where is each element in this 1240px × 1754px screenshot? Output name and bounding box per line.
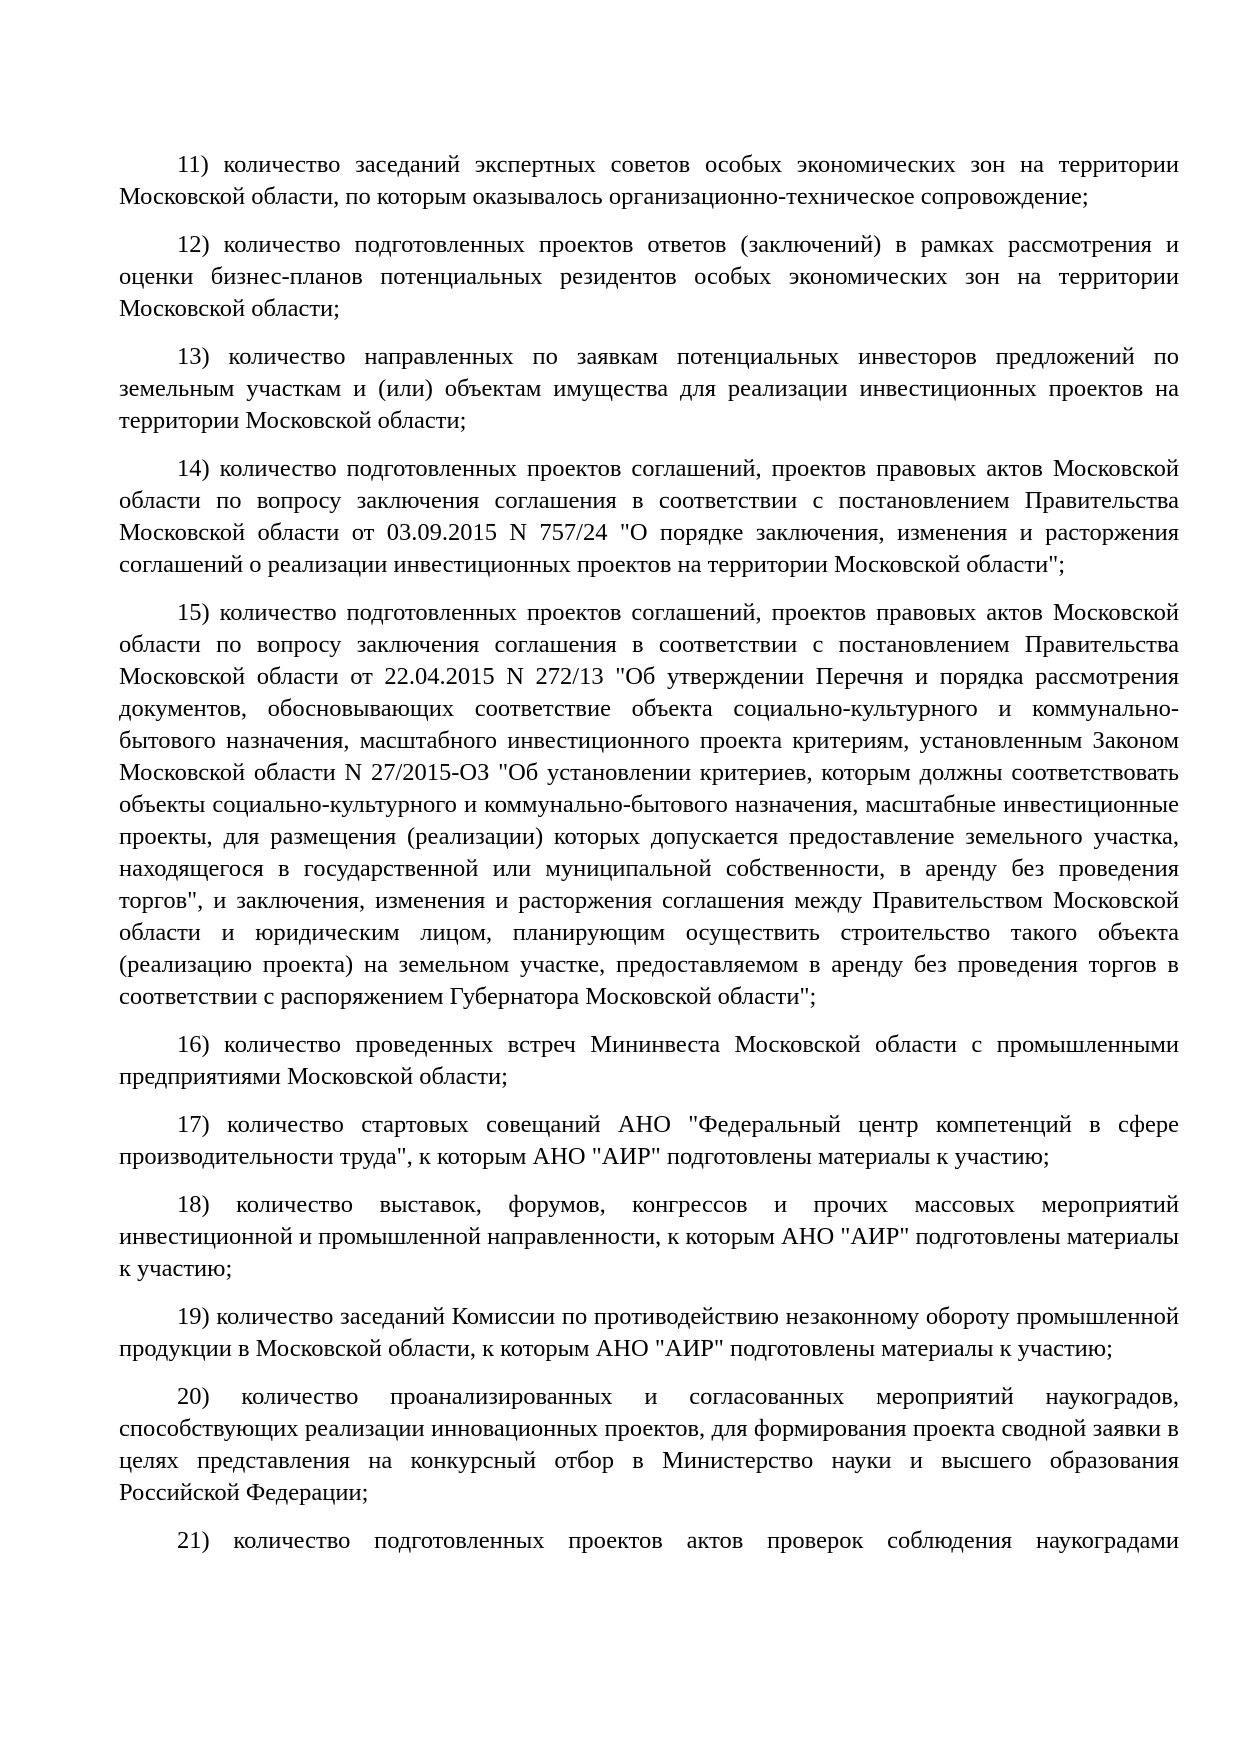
list-item-16: 16) количество проведенных встреч Мининвеста Московской области с промышленными предприятиями Московской области; xyxy=(119,1031,1179,1090)
list-item-19: 19) количество заседаний Комиссии по противодействию незаконному обороту промышленной продукции в Московской области, к которым АНО "АИР" подготовлены материалы к участию; xyxy=(119,1303,1179,1362)
list-item-12: 12) количество подготовленных проектов ответов (заключений) в рамках рассмотрения и оценки бизнес-планов потенциальных резидентов особых экономических зон на территории Московской области; xyxy=(119,231,1179,322)
document-page xyxy=(119,149,1179,1573)
list-item-15: 15) количество подготовленных проектов соглашений, проектов правовых актов Московской области по вопросу заключения соглашения в соответствии с постановлением Правительства Московской области от 22.04.2015 N 272/13 "Об утверждении Перечня и порядка рассмотрения документов, обосновывающих соответствие объекта социально-культурного и коммунально-бытового назначения, масштабного инвестиционного проекта критериям, установленным Законом Московской области N 27/2015-ОЗ "Об установлении критериев, которым должны соответствовать объекты социально-культурного и коммунально-бытового назначения, масштабные инвестиционные проекты, для размещения (реализации) которых допускается предоставление земельного участка, находящегося в государственной или муниципальной собственности, в аренду без проведения торгов", и заключения, изменения и расторжения соглашения между Правительством Московской области и юридическим лицом, планирующим осуществить строительство такого объекта (реализацию проекта) на земельном участке, предоставляемом в аренду без проведения торгов в соответствии с распоряжением Губернатора Московской области"; xyxy=(119,599,1179,1010)
list-item-18: 18) количество выставок, форумов, конгрессов и прочих массовых мероприятий инвестиционной и промышленной направленности, к которым АНО "АИР" подготовлены материалы к участию; xyxy=(119,1191,1179,1282)
list-item-14: 14) количество подготовленных проектов соглашений, проектов правовых актов Московской области по вопросу заключения соглашения в соответствии с постановлением Правительства Московской области от 03.09.2015 N 757/24 "О порядке заключения, изменения и расторжения соглашений о реализации инвестиционных проектов на территории Московской области"; xyxy=(119,455,1179,578)
list-item-11: 11) количество заседаний экспертных советов особых экономических зон на территории Московской области, по которым оказывалось организационно-техническое сопровождение; xyxy=(119,151,1179,210)
list-item-17: 17) количество стартовых совещаний АНО "Федеральный центр компетенций в сфере производительности труда", к которым АНО "АИР" подготовлены материалы к участию; xyxy=(119,1111,1179,1170)
list-item-20: 20) количество проанализированных и согласованных мероприятий наукоградов, способствующих реализации инновационных проектов, для формирования проекта сводной заявки в целях представления на конкурсный отбор в Министерство науки и высшего образования Российской Федерации; xyxy=(119,1383,1179,1506)
list-item-21: 21) количество подготовленных проектов актов проверок соблюдения наукоградами xyxy=(177,1527,1179,1554)
list-item-13: 13) количество направленных по заявкам потенциальных инвесторов предложений по земельным участкам и (или) объектам имущества для реализации инвестиционных проектов на территории Московской области; xyxy=(119,343,1179,434)
